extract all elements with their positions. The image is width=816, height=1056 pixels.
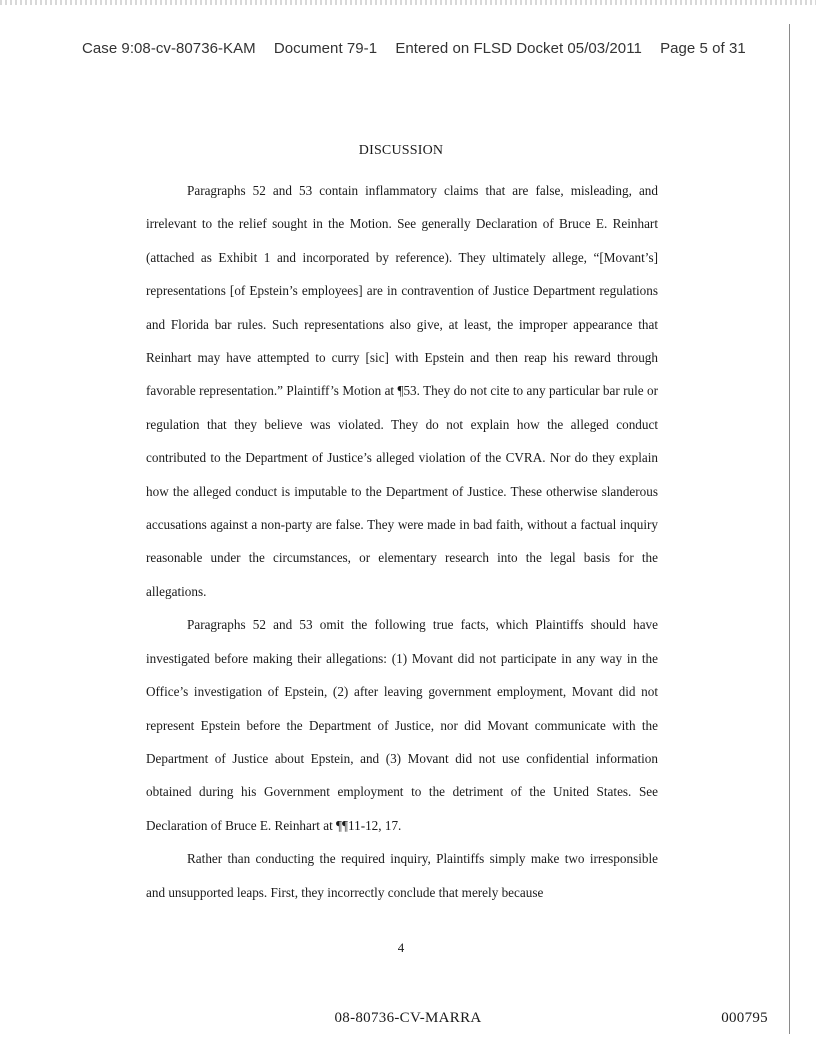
paragraph: Rather than conducting the required inquiry, Plaintiffs simply make two irresponsible and unsupported leaps. First, they incorrectly conclude that merely because (146, 851, 658, 900)
header-page: Page 5 of 31 (660, 40, 746, 57)
body-text (146, 174, 658, 909)
header-case: Case 9:08-cv-80736-KAM (82, 40, 256, 57)
header-entered: Entered on FLSD Docket 05/03/2011 (395, 40, 642, 57)
paragraph: Paragraphs 52 and 53 contain inflammatory claims that are false, misleading, and irrelevant to the relief sought in the Motion. See generally Declaration of Bruce E. Reinhart (attached as Exhibit 1 and incorporated by reference). They ultimately allege, “[Movant’s] representations [of Epstein’s employees] are in contravention of Justice Department regulations and Florida bar rules. Such representations also give, at least, the improper appearance that Reinhart may have attempted to curry [sic] with Epstein and then reap his reward through favorable representation.” Plaintiff’s Motion at ¶53. They do not cite to any particular bar rule or regulation that they believe was violated. They do not explain how the alleged conduct contributed to the Department of Justice’s alleged violation of the CVRA. Nor do they explain how the alleged conduct is imputable to the Department of Justice. These otherwise slanderous accusations against a non-party are false. They were made in bad faith, without a factual inquiry reasonable under the circumstances, or elementary research into the legal basis for the allegations. (146, 183, 658, 599)
page-number: 4 (397, 940, 405, 955)
scan-edge-right (789, 24, 790, 1034)
document-header (82, 40, 746, 57)
paragraph: Paragraphs 52 and 53 omit the following true facts, which Plaintiffs should have investigated before making their allegations: (1) Movant did not participate in any way in the Office’s investigation of Epstein, (2) after leaving government employment, Movant did not represent Epstein before the Department of Justice, nor did Movant communicate with the Department of Justice about Epstein, and (3) Movant did not use confidential information obtained during his Government employment to the detriment of the United States. See Declaration of Bruce E. Reinhart at ¶¶11-12, 17. (146, 617, 658, 833)
scan-edge-top (0, 0, 816, 5)
footer-case-number: 08-80736-CV-MARRA (334, 1010, 482, 1026)
header-document: Document 79-1 (273, 40, 378, 57)
section-heading: DISCUSSION (358, 143, 444, 158)
footer-bates-number: 000795 (721, 1010, 768, 1026)
